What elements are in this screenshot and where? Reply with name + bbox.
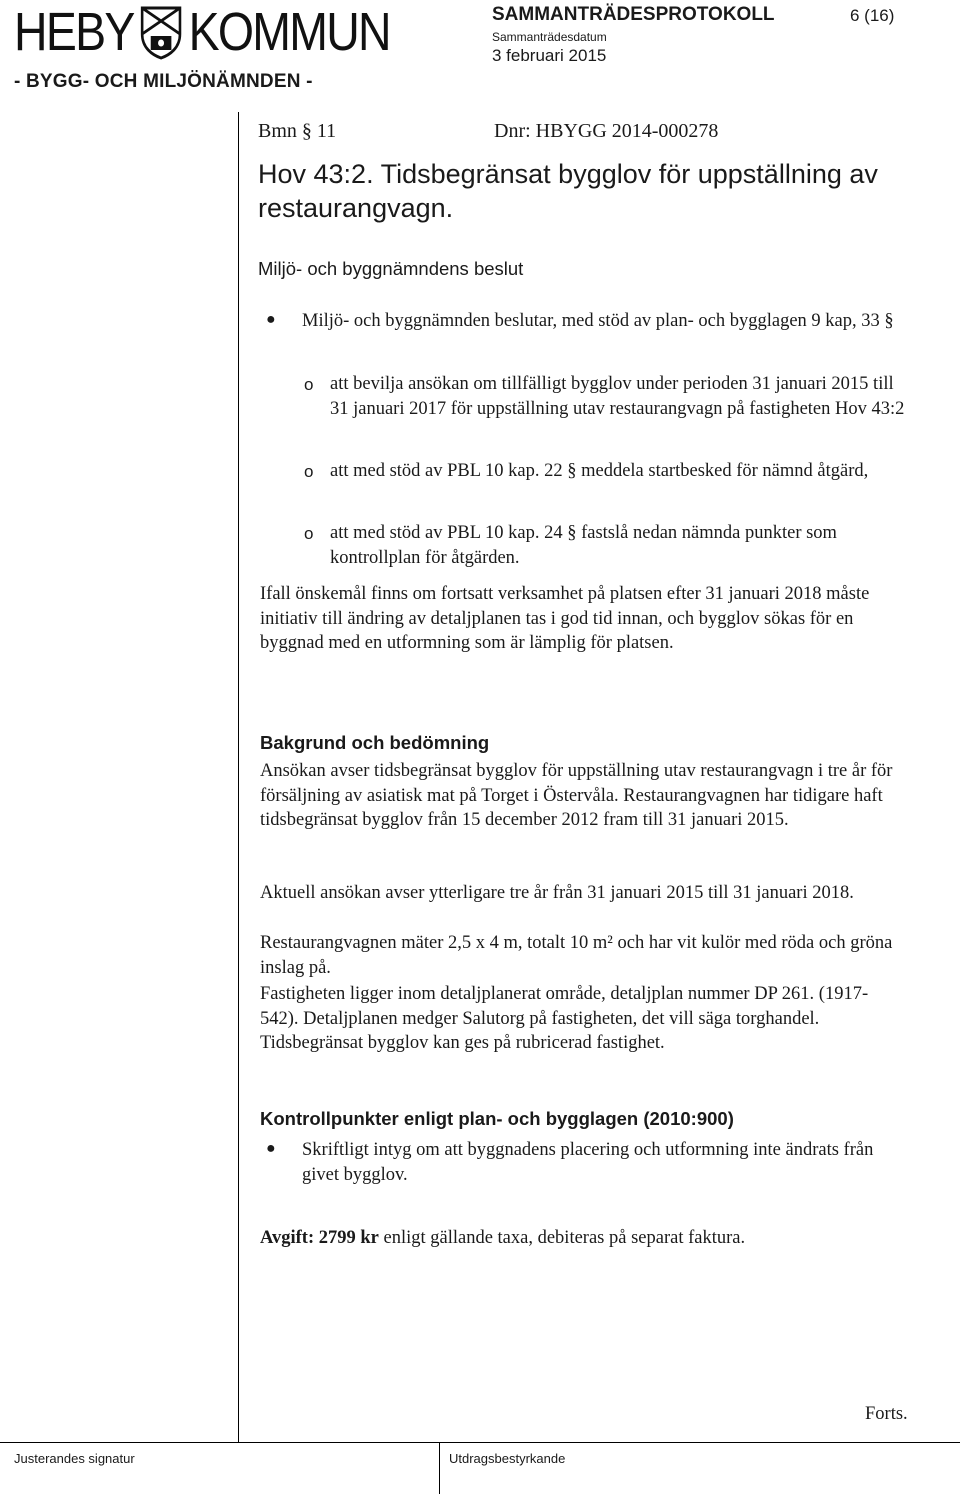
- background-paragraph-4: Fastigheten ligger inom detaljplanerat område, detaljplan nummer DP 261. (1917-542). Detaljplanen medger Salutorg på fastigheten, det vill säga torghandel. Tidsbegränsat bygglov kan ges på rubricerad fastighet.: [260, 984, 869, 1053]
- circle-bullet-icon: o: [304, 462, 314, 481]
- fee-text: enligt gällande taxa, debiteras på separat faktura.: [378, 1228, 746, 1248]
- extract-certification-label: Utdragsbestyrkande: [449, 1451, 566, 1466]
- meeting-date: 3 februari 2015: [492, 46, 607, 65]
- footer-rule: [0, 1442, 960, 1443]
- continued-marker: Forts.: [865, 1404, 908, 1424]
- decision-item-1: att bevilja ansökan om tillfälligt bygglov under perioden 31 januari 2015 till 31 januari 2017 för uppställning utav restaurangvagn på fastigheten Hov 43:2: [330, 374, 905, 419]
- control-heading: Kontrollpunkter enligt plan- och bygglagen (2010:900): [260, 1108, 734, 1129]
- background-paragraph-2: Aktuell ansökan avser ytterligare tre år från 31 januari 2015 till 31 januari 2018.: [260, 883, 854, 903]
- fee-line: [260, 1226, 920, 1251]
- decision-note: Ifall önskemål finns om fortsatt verksamhet på platsen efter 31 januari 2018 måste initiativ till ändring av detaljplanen tas i god tid innan, och bygglov sökas för en byggnad med en utformning som är lämplig för platsen.: [260, 584, 870, 653]
- case-number: Dnr: HBYGG 2014-000278: [494, 120, 719, 142]
- page-number: 6 (16): [850, 6, 895, 25]
- circle-bullet-icon: o: [304, 524, 314, 543]
- margin-rule: [238, 112, 239, 1442]
- bullet-icon: ●: [266, 1140, 276, 1157]
- footer-divider: [439, 1442, 440, 1494]
- heby-kommun-logo: [14, 4, 390, 60]
- fee-amount: Avgift: 2799 kr: [260, 1228, 379, 1248]
- meeting-date-label: Sammanträdesdatum: [492, 30, 607, 44]
- background-paragraph-3: Restaurangvagnen mäter 2,5 x 4 m, totalt 10 m² och har vit kulör med röda och gröna inslag på.: [260, 933, 893, 978]
- coat-of-arms-icon: [139, 4, 184, 60]
- case-title: Hov 43:2. Tidsbegränsat bygglov för uppställning av restaurangvagn.: [258, 159, 878, 223]
- paragraph-number: Bmn § 11: [258, 120, 337, 142]
- decision-heading: Miljö- och byggnämndens beslut: [258, 258, 524, 279]
- decision-intro: Miljö- och byggnämnden beslutar, med stöd av plan- och bygglagen 9 kap, 33 §: [302, 311, 894, 331]
- signature-label: Justerandes signatur: [14, 1451, 135, 1466]
- logo-text-kommun: KOMMUN: [188, 2, 390, 62]
- document-type: SAMMANTRÄDESPROTOKOLL: [492, 4, 775, 25]
- circle-bullet-icon: o: [304, 375, 314, 394]
- decision-item-2: att med stöd av PBL 10 kap. 22 § meddela startbesked för nämnd åtgärd,: [330, 461, 869, 481]
- bullet-icon: ●: [266, 311, 276, 328]
- department-name: - BYGG- OCH MILJÖNÄMNDEN -: [14, 71, 313, 92]
- background-paragraph-1: Ansökan avser tidsbegränsat bygglov för uppställning utav restaurangvagn i tre år för försäljning av asiatisk mat på Torget i Östervåla. Restaurangvagnen har tidigare haft tidsbegränsat bygglov från 15 december 2012 fram till 31 januari 2015.: [260, 761, 893, 830]
- control-item-1: Skriftligt intyg om att byggnadens placering och utformning inte ändrats från givet bygglov.: [302, 1140, 874, 1185]
- logo-text-heby: HEBY: [14, 2, 134, 62]
- decision-item-3: att med stöd av PBL 10 kap. 24 § fastslå nedan nämnda punkter som kontrollplan för åtgärden.: [330, 523, 837, 568]
- background-heading: Bakgrund och bedömning: [260, 732, 490, 753]
